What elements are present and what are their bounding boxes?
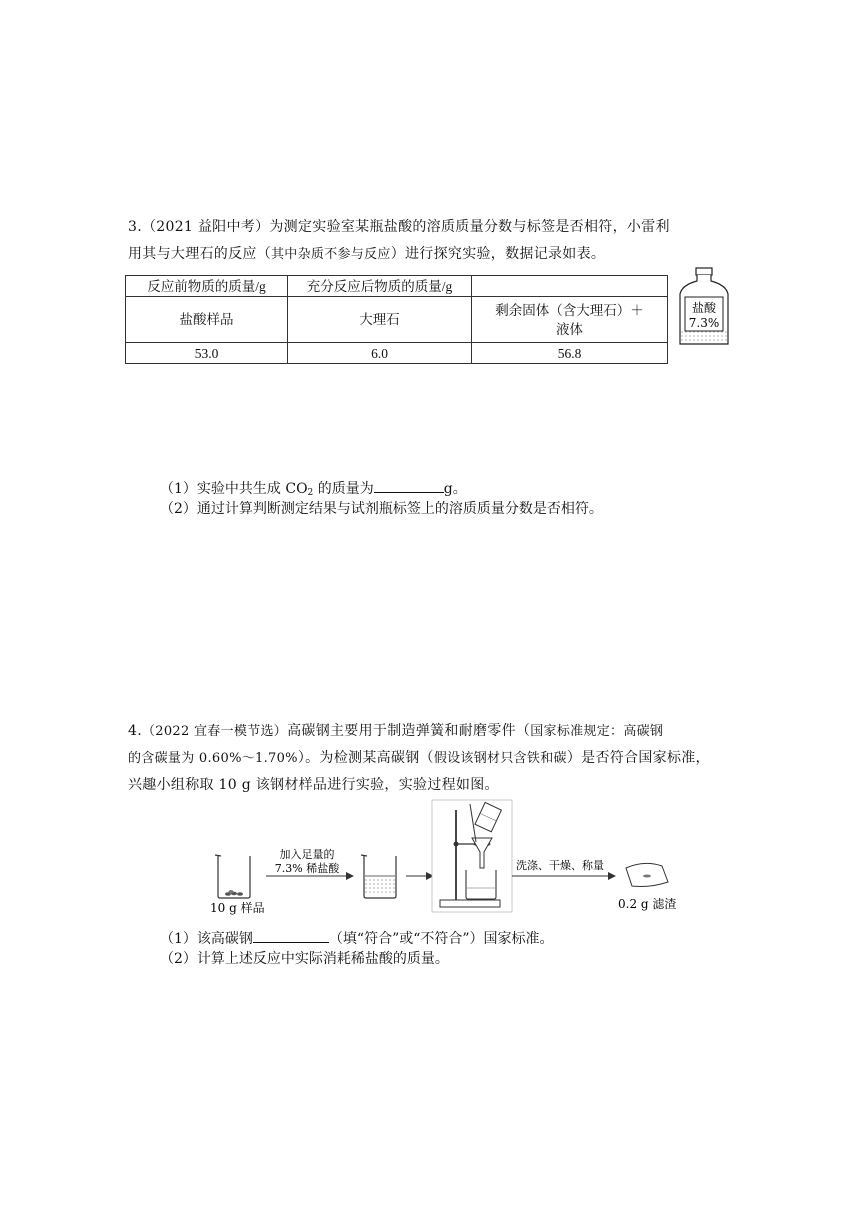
filter-paper-residue-icon (626, 863, 668, 886)
question-3-part-2: （2）通过计算判断测定结果与试剂瓶标签上的溶质质量分数是否相符。 (160, 501, 603, 517)
header-before: 反应前物质的质量/g (126, 276, 288, 297)
question-3-number: 3 (128, 219, 138, 235)
add-acid-label-2: 7.3% 稀盐酸 (274, 862, 340, 875)
beaker-with-sample-icon (215, 855, 250, 898)
question-4-part-2: （2）计算上述反应中实际消耗稀盐酸的质量。 (160, 951, 449, 967)
question-3-data-table (125, 275, 668, 364)
col-hcl-sample: 盐酸样品 (126, 297, 288, 343)
question-3-note: 其中杂质不参与反应 (271, 247, 391, 262)
value-hcl-sample: 53.0 (126, 343, 288, 364)
filtration-apparatus-icon (432, 800, 512, 912)
header-after: 充分反应后物质的质量/g (288, 276, 472, 297)
residue-label: 0.2 g 滤渣 (618, 897, 677, 911)
question-4-part-1: （1）该高碳钢 （填“符合”或“不符合”）国家标准。 (160, 927, 554, 949)
value-marble: 6.0 (288, 343, 472, 364)
question-4-stem: 4.（2022 宜春一模节选）高碳钢主要用于制造弹簧和耐磨零件（国家标准规定：高碳钢 的含碳量为 0.60%～1.70%）。为检测某高碳钢（假设该钢材只含铁和碳）是否符合国家标准， 兴趣小组称取 10 g 该钢材样品进行实验，实验过程如图。 (128, 723, 710, 793)
question-3-part-1: （1）实验中共生成 $CO_2$ 的质量为 g。 (160, 477, 467, 503)
header-empty (472, 276, 668, 297)
value-remaining: 56.8 (472, 343, 668, 364)
question-4-source: （2022 宜春一模节选） (141, 724, 288, 739)
answer-blank-co2-mass[interactable] (374, 477, 444, 493)
col-marble: 大理石 (288, 297, 472, 343)
bottle-label-name: 盐酸 (691, 301, 717, 315)
add-acid-label-1: 加入足量的 (279, 848, 335, 861)
beaker-with-liquid-icon (361, 855, 396, 898)
answer-blank-standard[interactable] (253, 927, 329, 943)
wash-dry-weigh-label: 洗涤、干燥、称量 (516, 859, 604, 872)
arrow-3-icon (512, 872, 616, 880)
bottle-label-concentration: 7.3% (688, 316, 720, 330)
question-3-stem: 3.（2021 益阳中考）为测定实验室某瓶盐酸的溶质质量分数与标签是否相符，小雷利 用其与大理石的反应（其中杂质不参与反应）进行探究实验，数据记录如表。 (128, 219, 670, 262)
question-3-source: （2021 益阳中考） (141, 219, 270, 235)
question-4-number: 4 (128, 723, 138, 739)
arrow-2-icon (406, 872, 434, 880)
col-remaining: 剩余固体（含大理石）＋ 液体 (472, 297, 668, 343)
sample-label: 10 g 样品 (210, 901, 265, 915)
reagent-bottle-icon (676, 266, 732, 348)
experiment-process-diagram (200, 796, 680, 918)
